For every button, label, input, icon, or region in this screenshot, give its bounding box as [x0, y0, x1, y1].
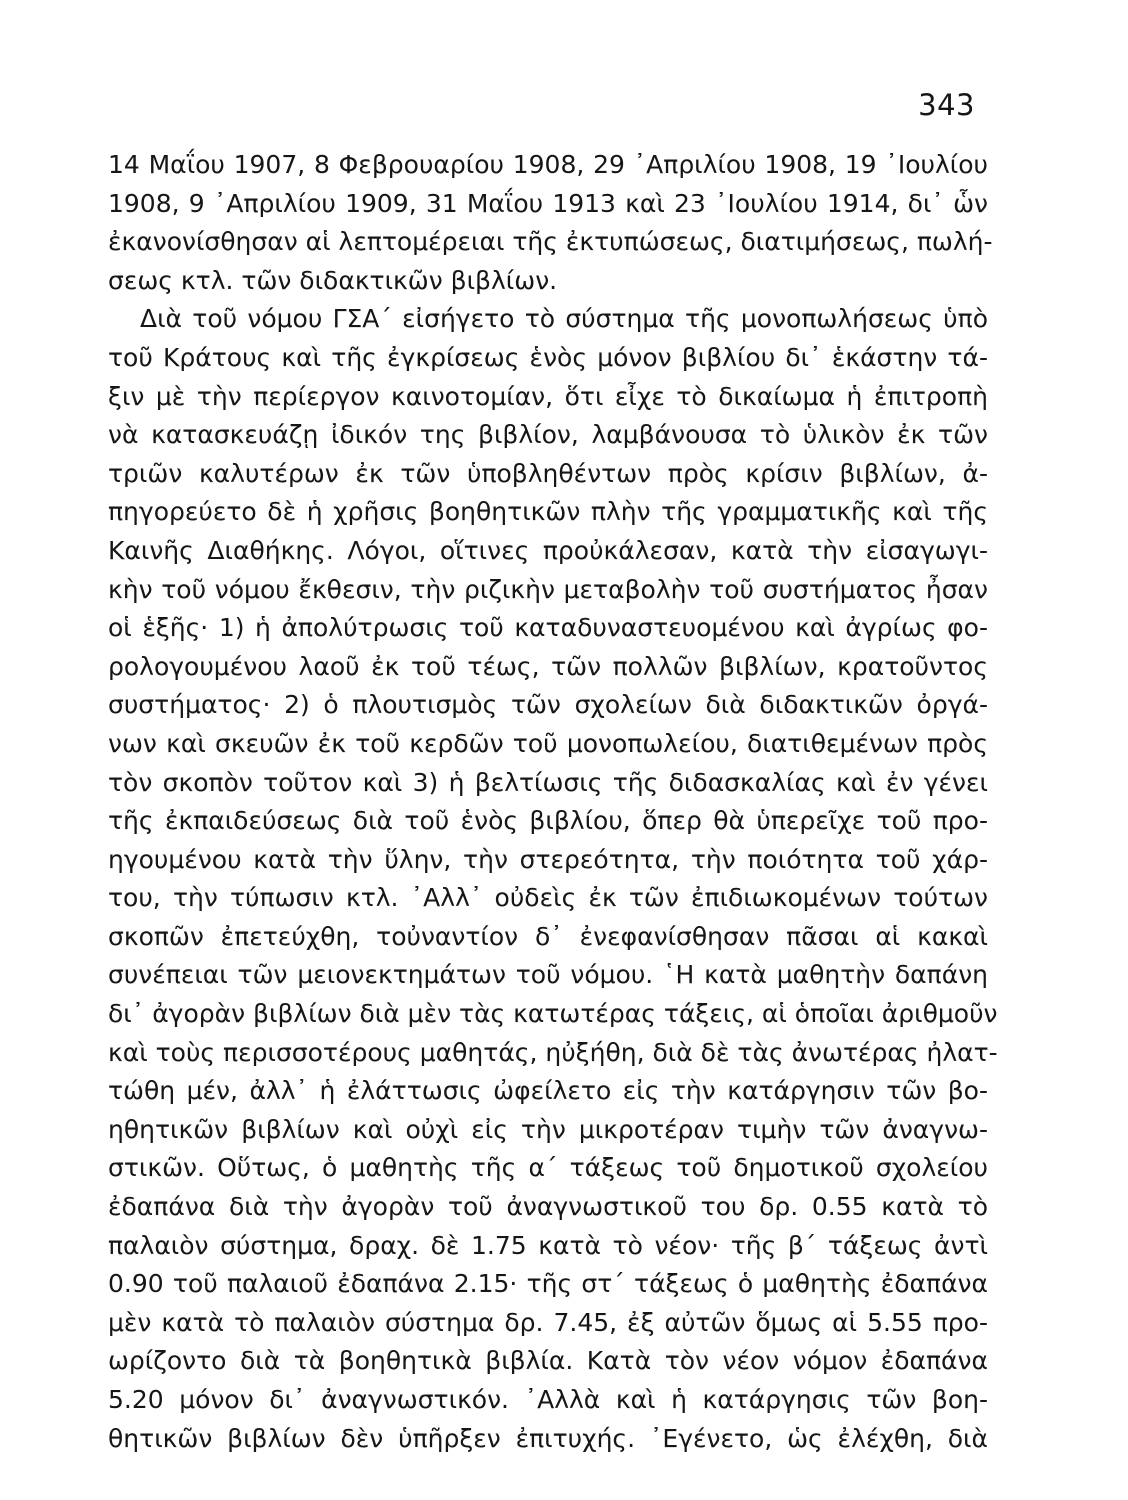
body-text [108, 146, 998, 1458]
text-line: ξιν μὲ τὴν περίεργον καινοτομίαν, ὅτι εἶχε τὸ δικαίωμα ἡ ἐπιτροπὴ [108, 381, 988, 411]
text-line: στικῶν. Οὕτως, ὁ μαθητὴς τῆς α΄ τάξεως τοῦ δημοτικοῦ σχολείου [108, 1153, 988, 1183]
text-line: παλαιὸν σύστημα, δραχ. δὲ 1.75 κατὰ τὸ νέον· τῆς β΄ τάξεως ἀντὶ [108, 1230, 988, 1260]
text-line: πηγορεύετο δὲ ἡ χρῆσις βοηθητικῶν πλὴν τῆς γραμματικῆς καὶ τῆς [108, 497, 988, 527]
text-line: ρολογουμένου λαοῦ ἐκ τοῦ τέως, τῶν πολλῶν βιβλίων, κρατοῦντος [108, 651, 988, 681]
text-line: Διὰ τοῦ νόμου ΓΣΑ΄ εἰσήγετο τὸ σύστημα τῆς μονοπωλήσεως ὑπὸ [140, 304, 988, 334]
text-line: ἐκανονίσθησαν αἱ λεπτομέρειαι τῆς ἐκτυπώσεως, διατιμήσεως, πωλή- [108, 227, 993, 257]
text-line: νων καὶ σκευῶν ἐκ τοῦ κερδῶν τοῦ μονοπωλείου, διατιθεμένων πρὸς [108, 728, 988, 758]
text-line: ωρίζοντο διὰ τὰ βοηθητικὰ βιβλία. Κατὰ τὸν νέον νόμον ἐδαπάνα [108, 1346, 988, 1376]
page-number: 343 [918, 88, 975, 122]
text-line: τὸν σκοπὸν τοῦτον καὶ 3) ἡ βελτίωσις τῆς διδασκαλίας καὶ ἐν γένει [108, 767, 988, 797]
text-line: καὶ τοὺς περισσοτέρους μαθητάς, ηὐξήθη, διὰ δὲ τὰς ἀνωτέρας ἠλατ- [108, 1037, 998, 1067]
text-line: θητικῶν βιβλίων δὲν ὑπῆρξεν ἐπιτυχής. ᾽Εγένετο, ὡς ἐλέχθη, διὰ [108, 1423, 988, 1453]
text-line: ηθητικῶν βιβλίων καὶ οὐχὶ εἰς τὴν μικροτέραν τιμὴν τῶν ἀναγνω- [108, 1114, 988, 1144]
text-line: 1908, 9 ᾽Απριλίου 1909, 31 Μαΐου 1913 καὶ 23 ᾽Ιουλίου 1914, δι᾽ ὧν [108, 188, 988, 218]
text-line: τοῦ Κράτους καὶ τῆς ἐγκρίσεως ἑνὸς μόνον βιβλίου δι᾽ ἑκάστην τά- [108, 342, 988, 372]
text-line: του, τὴν τύπωσιν κτλ. ᾽Αλλ᾽ οὐδεὶς ἐκ τῶν ἐπιδιωκομένων τούτων [108, 883, 988, 913]
text-line: συστήματος· 2) ὁ πλουτισμὸς τῶν σχολείων διὰ διδακτικῶν ὀργά- [108, 690, 988, 720]
text-line: συνέπειαι τῶν μειονεκτημάτων τοῦ νόμου. ῾Η κατὰ μαθητὴν δαπάνη [108, 960, 988, 990]
text-line: σκοπῶν ἐπετεύχθη, τοὐναντίον δ᾽ ἐνεφανίσθησαν πᾶσαι αἱ κακαὶ [108, 921, 988, 951]
text-line: κὴν τοῦ νόμου ἔκθεσιν, τὴν ριζικὴν μεταβολὴν τοῦ συστήματος ἦσαν [108, 574, 988, 604]
text-line: 0.90 τοῦ παλαιοῦ ἐδαπάνα 2.15· τῆς στ΄ τάξεως ὁ μαθητὴς ἐδαπάνα [108, 1269, 988, 1299]
text-line: Καινῆς Διαθήκης. Λόγοι, οἵτινες προὐκάλεσαν, κατὰ τὴν εἰσαγωγι- [108, 535, 988, 565]
text-line: ηγουμένου κατὰ τὴν ὕλην, τὴν στερεότητα, τὴν ποιότητα τοῦ χάρ- [108, 844, 988, 874]
text-line: τῆς ἐκπαιδεύσεως διὰ τοῦ ἑνὸς βιβλίου, ὅπερ θὰ ὑπερεῖχε τοῦ προ- [108, 806, 988, 836]
text-line: μὲν κατὰ τὸ παλαιὸν σύστημα δρ. 7.45, ἐξ αὐτῶν ὅμως αἱ 5.55 προ- [108, 1307, 988, 1337]
text-line: οἱ ἑξῆς· 1) ἡ ἀπολύτρωσις τοῦ καταδυναστευομένου καὶ ἀγρίως φο- [108, 613, 988, 643]
text-line: νὰ κατασκευάζῃ ἰδικόν της βιβλίον, λαμβάνουσα τὸ ὑλικὸν ἐκ τῶν [108, 420, 988, 450]
text-line: τώθη μέν, ἀλλ᾽ ἡ ἐλάττωσις ὠφείλετο εἰς τὴν κατάργησιν τῶν βο- [108, 1076, 988, 1106]
text-line: σεως κτλ. τῶν διδακτικῶν βιβλίων. [108, 265, 558, 295]
text-line: 5.20 μόνον δι᾽ ἀναγνωστικόν. ᾽Αλλὰ καὶ ἡ κατάργησις τῶν βοη- [108, 1385, 988, 1414]
text-line: 14 Μαΐου 1907, 8 Φεβρουαρίου 1908, 29 ᾽Απριλίου 1908, 19 ᾽Ιουλίου [108, 150, 988, 179]
text-line: ἐδαπάνα διὰ τὴν ἀγορὰν τοῦ ἀναγνωστικοῦ του δρ. 0.55 κατὰ τὸ [108, 1192, 988, 1222]
text-line: τριῶν καλυτέρων ἐκ τῶν ὑποβληθέντων πρὸς κρίσιν βιβλίων, ἀ- [108, 458, 988, 488]
text-line: δι᾽ ἀγορὰν βιβλίων διὰ μὲν τὰς κατωτέρας τάξεις, αἱ ὁποῖαι ἀριθμοῦν [108, 999, 998, 1029]
